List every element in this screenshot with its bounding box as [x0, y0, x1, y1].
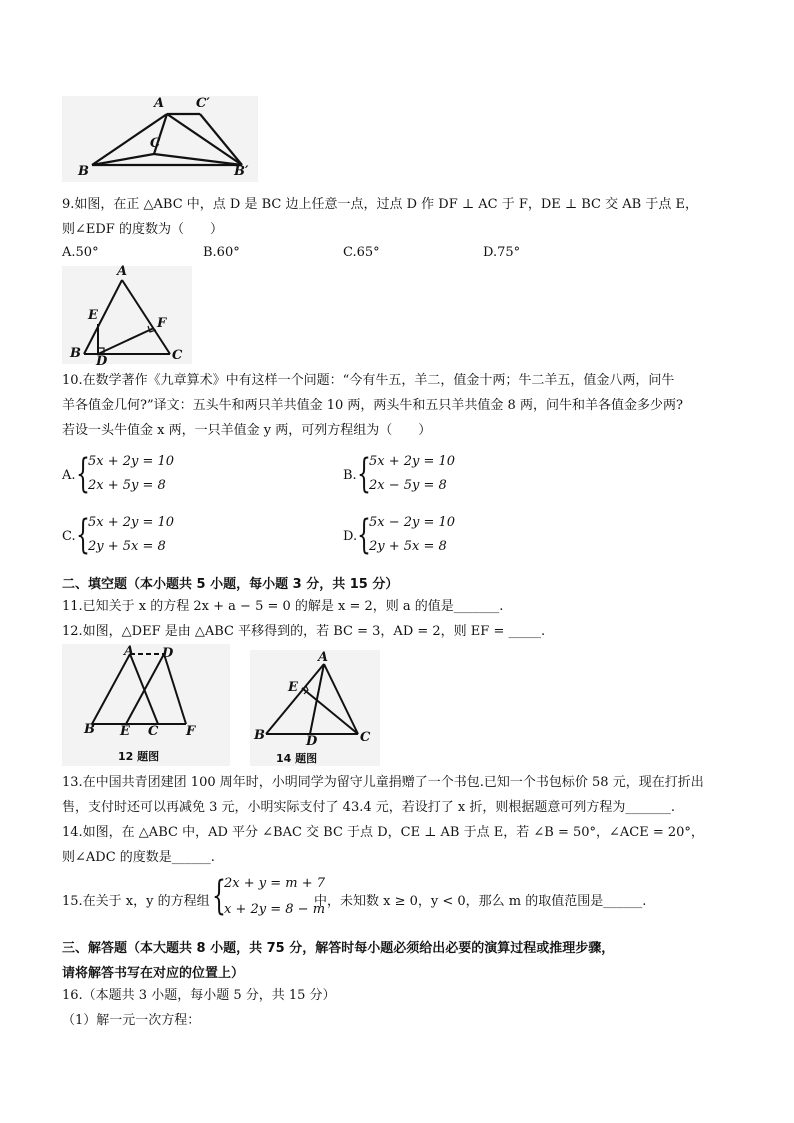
brace-icon: { — [212, 873, 226, 919]
q14-line2: 则∠ADC 的度数是______. — [62, 850, 215, 865]
equation-1: 5x − 2y = 10 — [369, 515, 456, 530]
q15-equation-1: 2x + y = m + 7 — [224, 876, 326, 891]
q10-option-c — [62, 512, 202, 561]
q13-line1: 13.在中国共青团建团 100 周年时，小明同学为留守儿童捐赠了一个书包.已知一个书包标价 58 元，现在打折出 — [62, 775, 704, 790]
q10-option-d — [343, 512, 483, 561]
equation-2: 2y + 5x = 8 — [369, 539, 447, 554]
q10-option-a — [62, 451, 202, 500]
q9-option-d: D.75° — [483, 245, 521, 260]
equation-2: 2x + 5y = 8 — [88, 478, 166, 493]
section-3-heading-line2: 请将解答书写在对应的位置上） — [62, 966, 245, 981]
brace-icon: { — [357, 451, 371, 497]
label-D: D — [162, 646, 174, 661]
equation-1: 5x + 2y = 10 — [88, 515, 175, 530]
option-label: A. — [62, 468, 76, 483]
figure-top — [62, 96, 258, 182]
label-E: E — [288, 680, 298, 695]
label-E: E — [120, 724, 130, 739]
q11-text: 11.已知关于 x 的方程 2x + a − 5 = 0 的解是 x = 2，则 a 的值是_______. — [62, 599, 504, 614]
equation-1: 5x + 2y = 10 — [88, 454, 175, 469]
label-B: B — [254, 728, 265, 743]
q9-line1: 9.如图，在正 △ABC 中，点 D 是 BC 边上任意一点，过点 D 作 DF ⊥ AC 于 F，DE ⊥ BC 交 AB 于点 E， — [62, 197, 698, 212]
equation-2: 2y + 5x = 8 — [88, 539, 166, 554]
equation-2: 2x − 5y = 8 — [369, 478, 447, 493]
q13-line2: 售，支付时还可以再减免 3 元，小明实际支付了 43.4 元，若设打了 x 折，则根据题意可列方程为_______. — [62, 800, 675, 815]
figure-q12 — [62, 644, 230, 766]
q10-option-b — [343, 451, 483, 500]
q15-suffix: 中，未知数 x ≥ 0，y < 0，那么 m 的取值范围是______. — [314, 894, 647, 909]
label-B-prime: B′ — [234, 164, 249, 179]
figure-q9 — [62, 264, 192, 369]
figure-caption: 12 题图 — [118, 750, 160, 763]
label-C: C — [150, 136, 161, 151]
section-3-heading-line1: 三、解答题（本大题共 8 小题，共 75 分，解答时每小题必须给出必要的演算过程或推理步骤， — [62, 941, 615, 956]
option-label: B. — [343, 468, 357, 483]
option-label: C. — [62, 529, 76, 544]
label-F: F — [186, 724, 196, 739]
label-B: B — [78, 164, 89, 179]
brace-icon: { — [357, 512, 371, 558]
q10-line2: 羊各值金几何?”译文：五头牛和两只羊共值金 10 两，两头牛和五只羊共值金 8 两，问牛和羊各值金多少两? — [62, 398, 683, 413]
q12-text: 12.如图，△DEF 是由 △ABC 平移得到的，若 BC = 3，AD = 2，则 EF = _____. — [62, 624, 546, 639]
label-C-prime: C′ — [196, 96, 210, 111]
q15-prefix: 15.在关于 x，y 的方程组 — [62, 894, 210, 909]
q9-line2: 则∠EDF 的度数为（ ） — [62, 222, 223, 237]
brace-icon: { — [76, 512, 90, 558]
label-A: A — [318, 650, 329, 665]
label-D: D — [96, 354, 108, 369]
q15-equation-2: x + 2y = 8 − m — [224, 902, 326, 917]
label-A: A — [154, 96, 165, 111]
label-C: C — [148, 724, 159, 739]
label-A: A — [117, 264, 128, 279]
q10-line1: 10.在数学著作《九章算术》中有这样一个问题：“今有牛五，羊二，值金十两；牛二羊五，值金八两，问牛 — [62, 373, 675, 388]
q9-option-c: C.65° — [343, 245, 380, 260]
label-B: B — [84, 722, 95, 737]
label-F: F — [157, 316, 167, 331]
label-A: A — [124, 644, 135, 659]
label-E: E — [88, 308, 98, 323]
label-C: C — [172, 348, 183, 363]
figure-q14 — [250, 650, 380, 766]
q15 — [62, 873, 742, 924]
q16-line1: 16.（本题共 3 小题，每小题 5 分，共 15 分） — [62, 988, 336, 1003]
option-label: D. — [343, 529, 358, 544]
equation-1: 5x + 2y = 10 — [369, 454, 456, 469]
q14-line1: 14.如图，在 △ABC 中，AD 平分 ∠BAC 交 BC 于点 D，CE ⊥ AB 于点 E，若 ∠B = 50°，∠ACE = 20°， — [62, 825, 704, 840]
label-C: C — [360, 730, 371, 745]
label-B: B — [70, 346, 81, 361]
label-D: D — [306, 734, 318, 749]
figure-caption: 14 题图 — [276, 752, 318, 765]
q9-option-b: B.60° — [203, 245, 240, 260]
brace-icon: { — [76, 451, 90, 497]
section-2-heading: 二、填空题（本小题共 5 小题，每小题 3 分，共 15 分） — [62, 577, 399, 592]
q16-line2: （1）解一元一次方程： — [62, 1013, 201, 1028]
q9-option-a: A.50° — [62, 245, 99, 260]
q10-line3: 若设一头牛值金 x 两，一只羊值金 y 两，可列方程组为（ ） — [62, 423, 432, 438]
